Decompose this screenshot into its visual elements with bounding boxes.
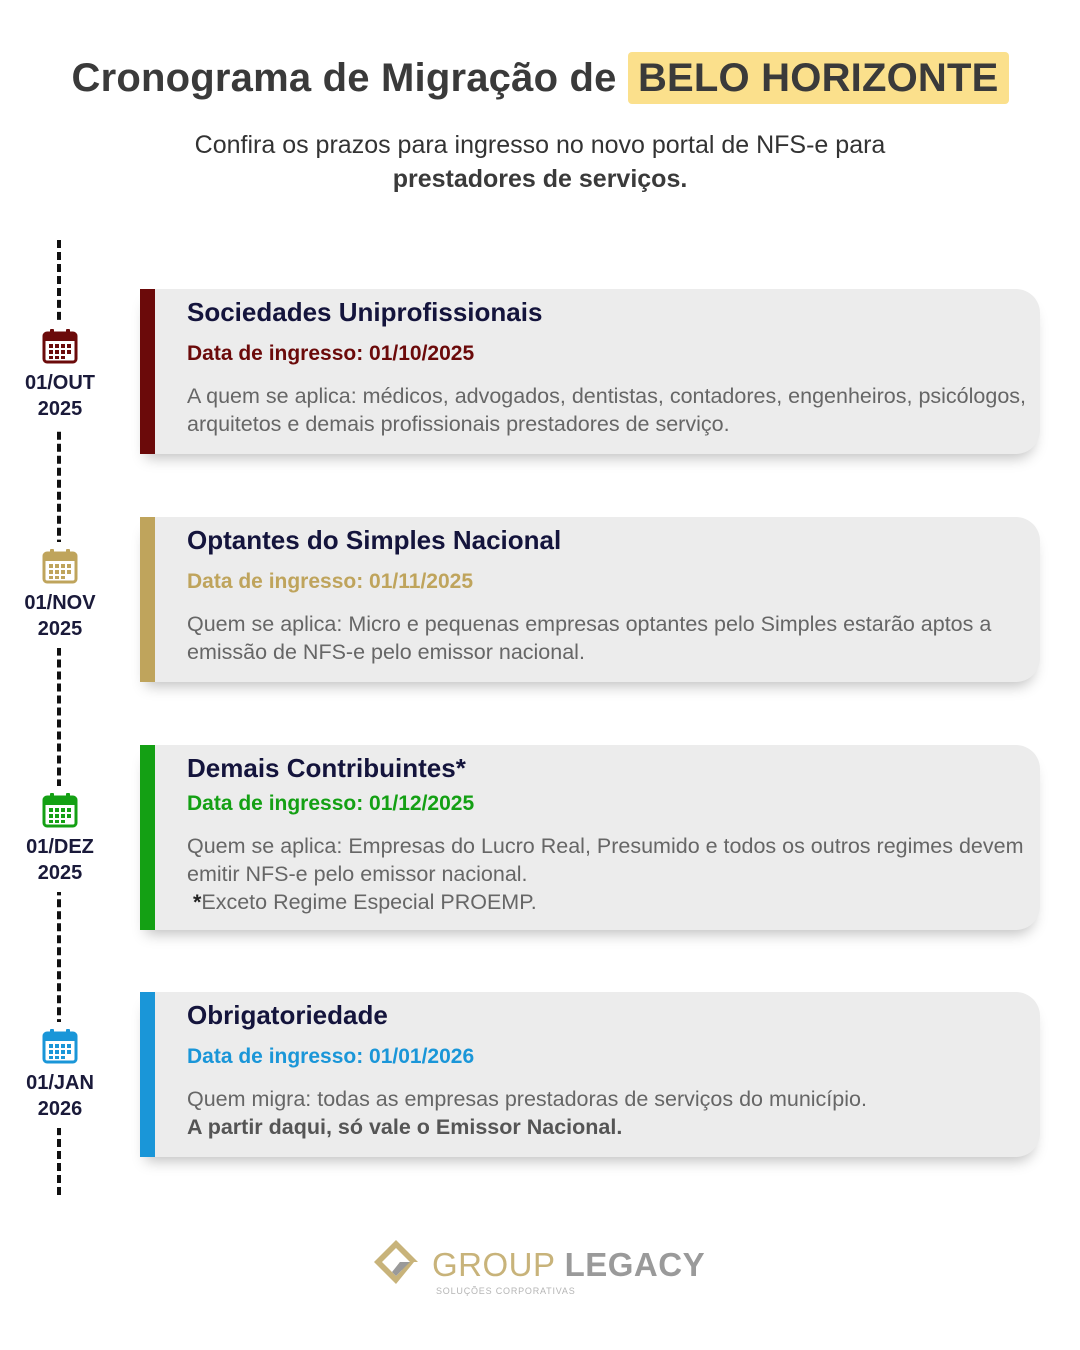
title-prefix: Cronograma de Migração de bbox=[71, 56, 617, 100]
card-description bbox=[187, 1085, 1030, 1141]
date-marker-jan bbox=[10, 1022, 110, 1128]
calendar-icon bbox=[42, 548, 78, 584]
marker-day: 01/NOV bbox=[24, 592, 96, 614]
card-accent-bar bbox=[140, 992, 155, 1157]
marker-day: 01/DEZ bbox=[26, 836, 94, 858]
marker-year: 2025 bbox=[37, 618, 83, 640]
card-title: Optantes do Simples Nacional bbox=[187, 525, 562, 555]
title-highlight: BELO HORIZONTE bbox=[628, 52, 1009, 104]
calendar-icon bbox=[42, 792, 78, 828]
card-title: Demais Contribuintes* bbox=[187, 753, 466, 783]
card-description: A quem se aplica: médicos, advogados, dentistas, contadores, engenheiros, psicólogos, arquitetos e demais profissionais prestadores de serviço. bbox=[187, 384, 1027, 436]
card-accent-bar bbox=[140, 289, 155, 454]
card-description: Quem se aplica: Empresas do Lucro Real, Presumido e todos os outros regimes devem emitir NFS-e pelo emissor nacional. bbox=[187, 834, 1024, 886]
date-marker-nov bbox=[10, 542, 110, 648]
marker-day: 01/JAN bbox=[26, 1072, 94, 1094]
timeline-card-sociedades bbox=[140, 289, 1040, 454]
logo-tagline: SOLUÇÕES CORPORATIVAS bbox=[436, 1286, 576, 1296]
logo-mark-icon bbox=[370, 1240, 422, 1286]
card-date: Data de ingresso: 01/10/2025 bbox=[187, 342, 475, 365]
card-accent-bar bbox=[140, 517, 155, 682]
marker-year: 2025 bbox=[37, 398, 83, 420]
marker-day: 01/OUT bbox=[24, 372, 96, 394]
logo-wordmark bbox=[432, 1246, 705, 1284]
subtitle-line2: prestadores de serviços. bbox=[392, 165, 688, 193]
card-description-bold: A partir daqui, só vale o Emissor Nacional. bbox=[187, 1115, 623, 1139]
date-marker-dec bbox=[10, 786, 110, 892]
timeline-card-simples bbox=[140, 517, 1040, 682]
card-note bbox=[187, 888, 1030, 916]
timeline-card-demais bbox=[140, 745, 1040, 930]
page-title bbox=[0, 56, 1080, 101]
marker-year: 2025 bbox=[37, 862, 83, 884]
logo-word-legacy: LEGACY bbox=[564, 1246, 706, 1283]
card-title: Sociedades Uniprofissionais bbox=[187, 297, 543, 327]
date-marker-oct bbox=[10, 322, 110, 428]
card-accent-bar bbox=[140, 745, 155, 930]
logo-word-group: GROUP bbox=[432, 1246, 555, 1283]
marker-year: 2026 bbox=[37, 1098, 83, 1120]
card-description-text: Quem migra: todas as empresas prestadoras de serviços do município. bbox=[187, 1087, 867, 1111]
group-legacy-logo bbox=[370, 1240, 710, 1300]
subtitle bbox=[0, 128, 1080, 196]
card-date: Data de ingresso: 01/11/2025 bbox=[187, 570, 473, 593]
timeline-card-obrigatoriedade bbox=[140, 992, 1040, 1157]
calendar-icon bbox=[42, 328, 78, 364]
card-date: Data de ingresso: 01/01/2026 bbox=[187, 1045, 475, 1068]
note-text: Exceto Regime Especial PROEMP. bbox=[201, 890, 537, 914]
card-date: Data de ingresso: 01/12/2025 bbox=[187, 792, 475, 815]
subtitle-line1: Confira os prazos para ingresso no novo portal de NFS-e para bbox=[194, 131, 886, 159]
note-asterisk: * bbox=[193, 890, 202, 914]
calendar-icon bbox=[42, 1028, 78, 1064]
card-description: Quem se aplica: Micro e pequenas empresas optantes pelo Simples estarão aptos a emissão de NFS-e pelo emissor nacional. bbox=[187, 612, 992, 664]
card-title: Obrigatoriedade bbox=[187, 1000, 388, 1030]
